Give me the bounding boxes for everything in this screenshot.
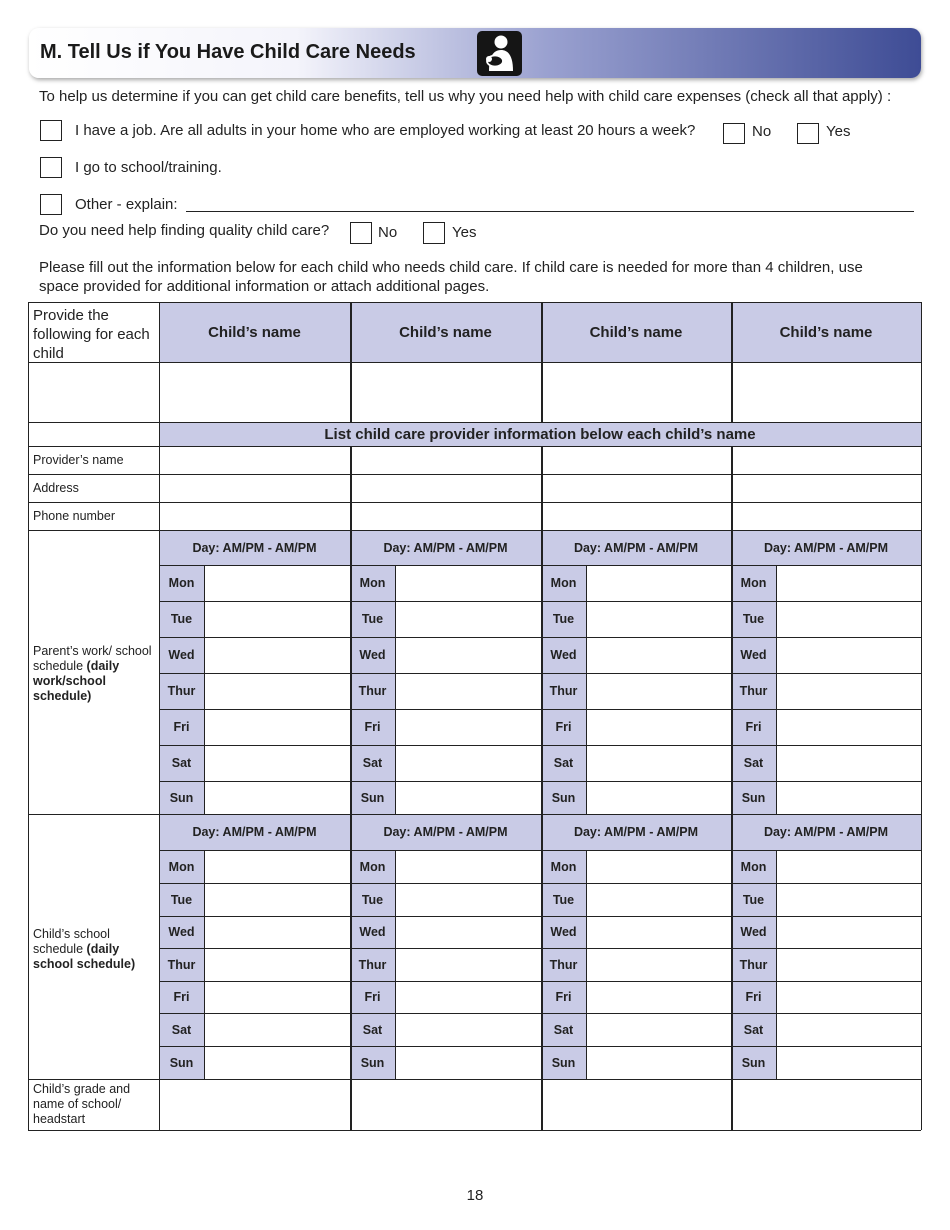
table-rule-horizontal — [28, 530, 921, 531]
day-label-mon: Mon — [541, 565, 586, 601]
parent-time-input[interactable] — [204, 709, 350, 745]
child-time-input[interactable] — [586, 1046, 731, 1079]
day-label-wed: Wed — [350, 637, 395, 673]
table-rule-horizontal — [28, 446, 921, 447]
day-label-fri: Fri — [159, 709, 204, 745]
provider-field-input[interactable] — [541, 474, 731, 502]
provider-field-input[interactable] — [350, 502, 541, 530]
provider-phone-label: Phone number — [33, 508, 116, 523]
child-name-header: Child’s name — [159, 302, 350, 362]
day-label-tue: Tue — [350, 883, 395, 916]
table-rule-horizontal — [159, 1013, 921, 1014]
page-number: 18 — [466, 1187, 484, 1204]
grade-school-input[interactable] — [159, 1079, 350, 1130]
day-label-mon: Mon — [159, 565, 204, 601]
day-label-wed: Wed — [159, 637, 204, 673]
child-name-input[interactable] — [731, 362, 921, 422]
child-time-input[interactable] — [586, 850, 731, 883]
provider-field-input[interactable] — [541, 446, 731, 474]
child-time-input[interactable] — [776, 1046, 921, 1079]
table-rule-horizontal — [159, 673, 921, 674]
day-label-tue: Tue — [731, 601, 776, 637]
child-time-input[interactable] — [395, 981, 541, 1013]
parent-time-input[interactable] — [395, 565, 541, 601]
day-label-sat: Sat — [541, 745, 586, 781]
child-time-input[interactable] — [586, 916, 731, 948]
parent-time-input[interactable] — [586, 673, 731, 709]
parent-time-input[interactable] — [776, 637, 921, 673]
day-label-tue: Tue — [159, 601, 204, 637]
child-time-input[interactable] — [586, 883, 731, 916]
child-time-input[interactable] — [776, 916, 921, 948]
table-rule-horizontal — [28, 422, 921, 423]
provider-field-input[interactable] — [159, 474, 350, 502]
provider-field-input[interactable] — [350, 474, 541, 502]
day-label-sun: Sun — [541, 1046, 586, 1079]
day-label-sun: Sun — [731, 1046, 776, 1079]
child-name-header: Child’s name — [541, 302, 731, 362]
parent-time-input[interactable] — [586, 781, 731, 814]
table-rule-vertical — [28, 302, 29, 1130]
day-label-mon: Mon — [159, 850, 204, 883]
child-schedule-header: Day: AM/PM - AM/PM — [159, 814, 350, 850]
day-label-tue: Tue — [159, 883, 204, 916]
child-time-input[interactable] — [776, 1013, 921, 1046]
parent-time-input[interactable] — [204, 601, 350, 637]
table-rule-vertical — [541, 446, 543, 1130]
parent-time-input[interactable] — [776, 601, 921, 637]
parent-time-input[interactable] — [395, 745, 541, 781]
day-label-fri: Fri — [541, 709, 586, 745]
table-rule-horizontal — [159, 601, 921, 602]
parent-time-input[interactable] — [586, 601, 731, 637]
parent-schedule-header: Day: AM/PM - AM/PM — [350, 530, 541, 565]
parent-time-input[interactable] — [586, 565, 731, 601]
other-option-label: Other - explain: — [75, 196, 178, 213]
day-label-thur: Thur — [731, 948, 776, 981]
day-label-sun: Sun — [350, 1046, 395, 1079]
table-rule-vertical — [731, 446, 733, 1130]
parent-time-input[interactable] — [395, 781, 541, 814]
day-label-fri: Fri — [541, 981, 586, 1013]
child-time-input[interactable] — [395, 1013, 541, 1046]
parent-time-input[interactable] — [776, 673, 921, 709]
table-rule-horizontal — [28, 362, 921, 363]
day-label-sun: Sun — [731, 781, 776, 814]
corner-label: Provide the following for each child — [33, 307, 150, 362]
day-label-tue: Tue — [731, 883, 776, 916]
day-label-tue: Tue — [541, 601, 586, 637]
table-rule-horizontal — [159, 883, 921, 884]
table-rule-vertical — [776, 850, 777, 1079]
job-hours-no-label: No — [752, 123, 772, 140]
table-rule-horizontal — [159, 709, 921, 710]
job-option-label: I have a job. Are all adults in your home who are employed working at least 20 hours a week? — [75, 122, 696, 139]
day-label-thur: Thur — [350, 948, 395, 981]
parent-schedule-label-bold: (daily work/school schedule) — [33, 659, 120, 703]
parent-time-input[interactable] — [395, 673, 541, 709]
job-hours-yes-label: Yes — [826, 123, 851, 140]
child-name-input[interactable] — [350, 362, 541, 422]
child-time-input[interactable] — [395, 948, 541, 981]
day-label-sat: Sat — [159, 745, 204, 781]
table-rule-vertical — [204, 850, 205, 1079]
day-label-thur: Thur — [731, 673, 776, 709]
day-label-thur: Thur — [350, 673, 395, 709]
day-label-wed: Wed — [731, 637, 776, 673]
table-rule-horizontal — [28, 1079, 921, 1080]
parent-schedule-label — [28, 640, 159, 708]
day-label-thur: Thur — [541, 948, 586, 981]
grade-school-label: Child’s grade and name of school/ headstart — [33, 1082, 131, 1126]
parent-schedule-header: Day: AM/PM - AM/PM — [159, 530, 350, 565]
parent-time-input[interactable] — [776, 709, 921, 745]
day-label-fri: Fri — [731, 709, 776, 745]
school-option-label: I go to school/training. — [75, 159, 222, 176]
provider-field-input[interactable] — [731, 446, 921, 474]
provider-field-input[interactable] — [159, 446, 350, 474]
child-schedule-label-bold: (daily school schedule) — [33, 942, 136, 971]
table-rule-horizontal — [159, 781, 921, 782]
parent-time-input[interactable] — [395, 637, 541, 673]
child-time-input[interactable] — [204, 948, 350, 981]
table-rule-horizontal — [159, 565, 921, 566]
table-rule-vertical — [586, 565, 587, 814]
grade-school-input[interactable] — [350, 1079, 541, 1130]
child-time-input[interactable] — [395, 1046, 541, 1079]
child-time-input[interactable] — [586, 981, 731, 1013]
quality-care-yes-label: Yes — [452, 224, 477, 241]
table-rule-vertical — [395, 565, 396, 814]
quality-care-question: Do you need help finding quality child care? — [39, 222, 330, 239]
child-schedule-label-text: Child’s school schedule — [33, 927, 110, 956]
day-label-mon: Mon — [350, 565, 395, 601]
table-rule-vertical — [159, 302, 160, 1130]
child-time-input[interactable] — [586, 948, 731, 981]
parent-time-input[interactable] — [776, 565, 921, 601]
provider-field-input[interactable] — [731, 474, 921, 502]
child-name-header: Child’s name — [731, 302, 921, 362]
day-label-sat: Sat — [159, 1013, 204, 1046]
provider-field-input[interactable] — [350, 446, 541, 474]
day-label-sat: Sat — [350, 1013, 395, 1046]
day-label-sat: Sat — [350, 745, 395, 781]
table-rule-vertical — [731, 302, 733, 422]
provider-field-input[interactable] — [731, 502, 921, 530]
table-rule-horizontal — [159, 637, 921, 638]
day-label-wed: Wed — [541, 637, 586, 673]
parent-time-input[interactable] — [586, 637, 731, 673]
table-rule-horizontal — [159, 745, 921, 746]
table-rule-horizontal — [159, 850, 921, 851]
day-label-thur: Thur — [159, 673, 204, 709]
table-rule-vertical — [921, 302, 922, 1130]
child-time-input[interactable] — [395, 850, 541, 883]
parent-schedule-label-text: Parent’s work/ school schedule — [33, 644, 152, 673]
provider-name-label: Provider’s name — [33, 452, 124, 467]
table-rule-horizontal — [159, 948, 921, 949]
parent-schedule-header: Day: AM/PM - AM/PM — [731, 530, 921, 565]
table-rule-vertical — [350, 302, 352, 422]
instructions-line-2: space provided for additional information or attach additional pages. — [39, 278, 490, 295]
parent-time-input[interactable] — [204, 745, 350, 781]
day-label-sun: Sun — [159, 781, 204, 814]
child-time-input[interactable] — [204, 1013, 350, 1046]
day-label-wed: Wed — [541, 916, 586, 948]
grade-school-input[interactable] — [541, 1079, 731, 1130]
parent-time-input[interactable] — [395, 601, 541, 637]
table-rule-vertical — [586, 850, 587, 1079]
quality-care-no-label: No — [378, 224, 398, 241]
table-rule-horizontal — [159, 916, 921, 917]
day-label-wed: Wed — [350, 916, 395, 948]
day-label-tue: Tue — [541, 883, 586, 916]
parent-time-input[interactable] — [586, 745, 731, 781]
day-label-sat: Sat — [731, 745, 776, 781]
child-schedule-header: Day: AM/PM - AM/PM — [350, 814, 541, 850]
day-label-sat: Sat — [541, 1013, 586, 1046]
parent-time-input[interactable] — [204, 565, 350, 601]
day-label-fri: Fri — [350, 981, 395, 1013]
child-time-input[interactable] — [204, 1046, 350, 1079]
child-schedule-header: Day: AM/PM - AM/PM — [541, 814, 731, 850]
table-rule-horizontal — [28, 302, 921, 303]
parent-time-input[interactable] — [776, 781, 921, 814]
instructions-line-1: Please fill out the information below for each child who needs child care. If child care is needed for more than 4 children, use — [39, 259, 863, 276]
parent-time-input[interactable] — [204, 673, 350, 709]
provider-field-input[interactable] — [159, 502, 350, 530]
provider-address-label: Address — [33, 480, 79, 495]
child-time-input[interactable] — [204, 981, 350, 1013]
day-label-mon: Mon — [731, 850, 776, 883]
day-label-mon: Mon — [731, 565, 776, 601]
day-label-sun: Sun — [541, 781, 586, 814]
child-time-input[interactable] — [204, 916, 350, 948]
table-rule-horizontal — [28, 814, 921, 815]
day-label-thur: Thur — [541, 673, 586, 709]
day-label-wed: Wed — [731, 916, 776, 948]
day-label-fri: Fri — [731, 981, 776, 1013]
parent-time-input[interactable] — [586, 709, 731, 745]
child-time-input[interactable] — [204, 883, 350, 916]
day-label-fri: Fri — [350, 709, 395, 745]
child-name-header: Child’s name — [350, 302, 541, 362]
child-time-input[interactable] — [586, 1013, 731, 1046]
parent-schedule-header: Day: AM/PM - AM/PM — [541, 530, 731, 565]
intro-text: To help us determine if you can get child care benefits, tell us why you need help with child care expenses (check all that apply) : — [39, 88, 892, 105]
day-label-thur: Thur — [159, 948, 204, 981]
child-time-input[interactable] — [204, 850, 350, 883]
day-label-mon: Mon — [350, 850, 395, 883]
child-time-input[interactable] — [776, 981, 921, 1013]
day-label-fri: Fri — [159, 981, 204, 1013]
day-label-sun: Sun — [350, 781, 395, 814]
day-label-mon: Mon — [541, 850, 586, 883]
child-name-input[interactable] — [541, 362, 731, 422]
child-time-input[interactable] — [776, 948, 921, 981]
child-name-input[interactable] — [159, 362, 350, 422]
table-rule-horizontal — [28, 1130, 921, 1131]
section-title: M. Tell Us if You Have Child Care Needs — [40, 41, 416, 63]
day-label-wed: Wed — [159, 916, 204, 948]
day-label-tue: Tue — [350, 601, 395, 637]
child-time-input[interactable] — [776, 850, 921, 883]
table-rule-vertical — [350, 446, 352, 1130]
child-time-input[interactable] — [776, 883, 921, 916]
table-rule-horizontal — [28, 474, 921, 475]
provider-info-banner: List child care provider information below each child’s name — [159, 422, 921, 446]
day-label-sun: Sun — [159, 1046, 204, 1079]
parent-time-input[interactable] — [204, 781, 350, 814]
provider-field-input[interactable] — [541, 502, 731, 530]
child-time-input[interactable] — [395, 883, 541, 916]
child-schedule-header: Day: AM/PM - AM/PM — [731, 814, 921, 850]
parent-time-input[interactable] — [204, 637, 350, 673]
table-rule-vertical — [776, 565, 777, 814]
table-rule-vertical — [541, 302, 543, 422]
table-rule-vertical — [395, 850, 396, 1079]
table-rule-horizontal — [159, 981, 921, 982]
table-rule-horizontal — [159, 1046, 921, 1047]
day-label-sat: Sat — [731, 1013, 776, 1046]
child-schedule-label — [28, 923, 159, 976]
grade-school-input[interactable] — [731, 1079, 921, 1130]
table-rule-vertical — [204, 565, 205, 814]
parent-time-input[interactable] — [395, 709, 541, 745]
table-rule-horizontal — [28, 502, 921, 503]
parent-time-input[interactable] — [776, 745, 921, 781]
child-time-input[interactable] — [395, 916, 541, 948]
